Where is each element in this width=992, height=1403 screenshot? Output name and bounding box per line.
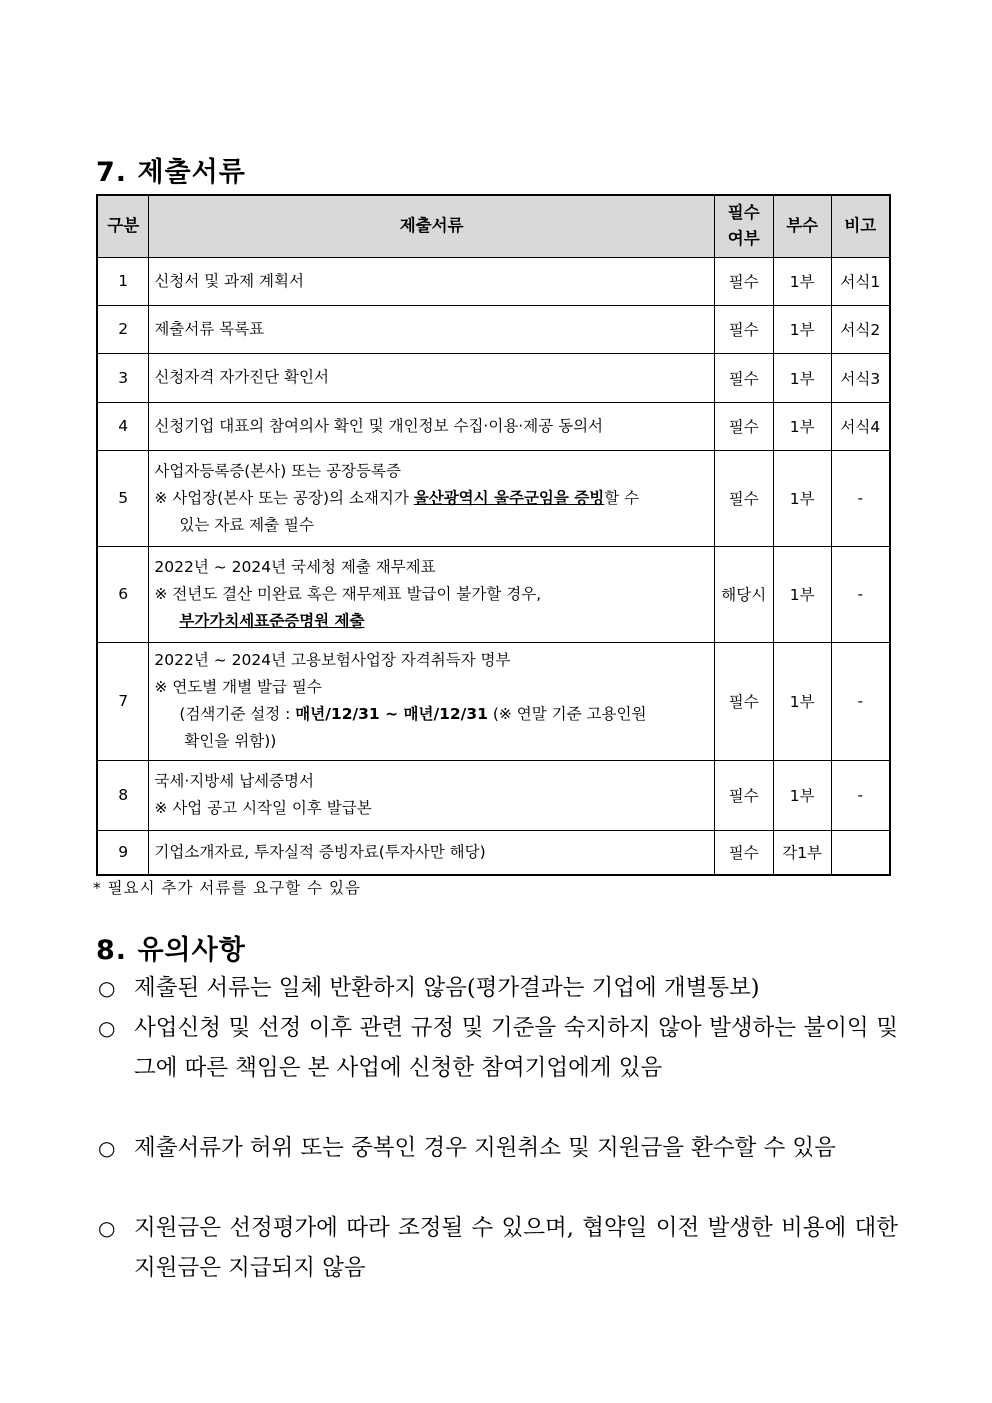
- notice-text: 사업신청 및 선정 이후 관련 규정 및 기준을 숙지하지 않아 발생하는 불이익 및 그에 따른 책임은 본 사업에 신청한 참여기업에게 있음: [134, 1015, 898, 1081]
- row-required: 필수: [714, 353, 773, 402]
- table-row: [97, 450, 890, 546]
- row-note: -: [831, 760, 890, 830]
- emphasis-text: 매년/12/31: [403, 705, 488, 723]
- row-copies: 각1부: [773, 830, 831, 875]
- row-required: 필수: [714, 305, 773, 353]
- row-note: 서식4: [831, 402, 890, 450]
- notice-item: [98, 1008, 898, 1088]
- row-no: 7: [97, 642, 149, 760]
- row-note: 서식1: [831, 257, 890, 305]
- header-required-line2: 여부: [727, 229, 760, 249]
- table-row: [97, 353, 890, 402]
- row-copies: 1부: [773, 642, 831, 760]
- row-note: -: [831, 450, 890, 546]
- notice-text: 제출서류가 허위 또는 중복인 경우 지원취소 및 지원금을 환수할 수 있음: [134, 1135, 836, 1161]
- row-required: 필수: [714, 830, 773, 875]
- emphasis-text: 매년/12/31: [295, 705, 380, 723]
- notice-text: 제출된 서류는 일체 반환하지 않음(평가결과는 기업에 개별통보): [134, 975, 760, 1001]
- row-copies: 1부: [773, 353, 831, 402]
- row-note: -: [831, 546, 890, 642]
- row-doc: [149, 642, 714, 760]
- doc-line: 2022년 ~ 2024년 국세청 제출 재무제표: [154, 557, 436, 576]
- row-copies: 1부: [773, 257, 831, 305]
- section-8-title: 8. 유의사항: [96, 935, 246, 966]
- row-copies: 1부: [773, 546, 831, 642]
- table-row: [97, 830, 890, 875]
- row-doc: 제출서류 목록표: [149, 305, 714, 353]
- doc-line: 사업자등록증(본사) 또는 공장등록증: [154, 461, 401, 480]
- row-no: 8: [97, 760, 149, 830]
- header-required-line1: 필수: [727, 203, 760, 223]
- row-note: 서식2: [831, 305, 890, 353]
- doc-line: ※ 전년도 결산 미완료 혹은 재무제표 발급이 불가할 경우,: [154, 584, 542, 603]
- row-copies: 1부: [773, 450, 831, 546]
- section-7-title: 7. 제출서류: [96, 157, 246, 188]
- doc-line: 2022년 ~ 2024년 고용보험사업장 자격취득자 명부: [154, 651, 511, 669]
- row-required: 필수: [714, 257, 773, 305]
- circle-bullet-icon: ○: [98, 1136, 116, 1160]
- row-no: 9: [97, 830, 149, 875]
- submission-documents-table: [96, 194, 891, 876]
- doc-line: (검색기준 설정 :: [179, 705, 296, 723]
- row-doc: 기업소개자료, 투자실적 증빙자료(투자사만 해당): [149, 830, 714, 875]
- row-doc: 신청서 및 과제 계획서: [149, 257, 714, 305]
- circle-bullet-icon: ○: [98, 1016, 116, 1040]
- doc-line: 확인을 위함)): [184, 732, 277, 750]
- header-doc: 제출서류: [149, 195, 714, 257]
- row-no: 4: [97, 402, 149, 450]
- notice-item: [98, 1208, 898, 1288]
- doc-line: ※ 사업장(본사 또는 공장)의 소재지가: [154, 488, 414, 507]
- emphasis-text: 울산광역시 울주군임을 증빙: [413, 488, 605, 507]
- row-doc: [149, 760, 714, 830]
- row-doc: 신청자격 자가진단 확인서: [149, 353, 714, 402]
- doc-line: (※ 연말 기준 고용인원: [487, 705, 647, 723]
- row-copies: 1부: [773, 402, 831, 450]
- table-row: [97, 257, 890, 305]
- notice-text: 지원금은 선정평가에 따라 조정될 수 있으며, 협약일 이전 발생한 비용에 대한 지원금은 지급되지 않음: [134, 1215, 898, 1281]
- header-required: [714, 195, 773, 257]
- row-required: 해당시: [714, 546, 773, 642]
- table-row: [97, 642, 890, 760]
- row-no: 5: [97, 450, 149, 546]
- row-note: [831, 830, 890, 875]
- header-note: 비고: [831, 195, 890, 257]
- doc-line: 있는 자료 제출 필수: [179, 515, 314, 534]
- emphasis-text: 부가가치세표준증명원 제출: [179, 611, 365, 630]
- notice-item: [98, 1128, 898, 1168]
- row-no: 2: [97, 305, 149, 353]
- doc-line: ※ 사업 공고 시작일 이후 발급본: [154, 799, 372, 817]
- row-copies: 1부: [773, 305, 831, 353]
- table-row: [97, 546, 890, 642]
- row-required: 필수: [714, 760, 773, 830]
- circle-bullet-icon: ○: [98, 1216, 116, 1240]
- row-note: 서식3: [831, 353, 890, 402]
- row-no: 3: [97, 353, 149, 402]
- header-no: 구분: [97, 195, 149, 257]
- table-row: [97, 305, 890, 353]
- row-doc: 신청기업 대표의 참여의사 확인 및 개인정보 수집·이용·제공 동의서: [149, 402, 714, 450]
- doc-line: ※ 연도별 개별 발급 필수: [154, 678, 322, 696]
- row-doc: [149, 546, 714, 642]
- emphasis-text: ~: [379, 705, 404, 723]
- row-required: 필수: [714, 642, 773, 760]
- table-footnote: * 필요시 추가 서류를 요구할 수 있음: [93, 879, 361, 897]
- row-doc: [149, 450, 714, 546]
- table-row: [97, 402, 890, 450]
- row-no: 1: [97, 257, 149, 305]
- row-required: 필수: [714, 450, 773, 546]
- header-copies: 부수: [773, 195, 831, 257]
- row-no: 6: [97, 546, 149, 642]
- doc-line: 국세·지방세 납세증명서: [154, 772, 314, 790]
- row-required: 필수: [714, 402, 773, 450]
- doc-line: 할 수: [604, 488, 640, 507]
- row-note: -: [831, 642, 890, 760]
- table-row: [97, 760, 890, 830]
- row-copies: 1부: [773, 760, 831, 830]
- notice-item: [98, 968, 898, 1008]
- table-header-row: [97, 195, 890, 257]
- circle-bullet-icon: ○: [98, 976, 116, 1000]
